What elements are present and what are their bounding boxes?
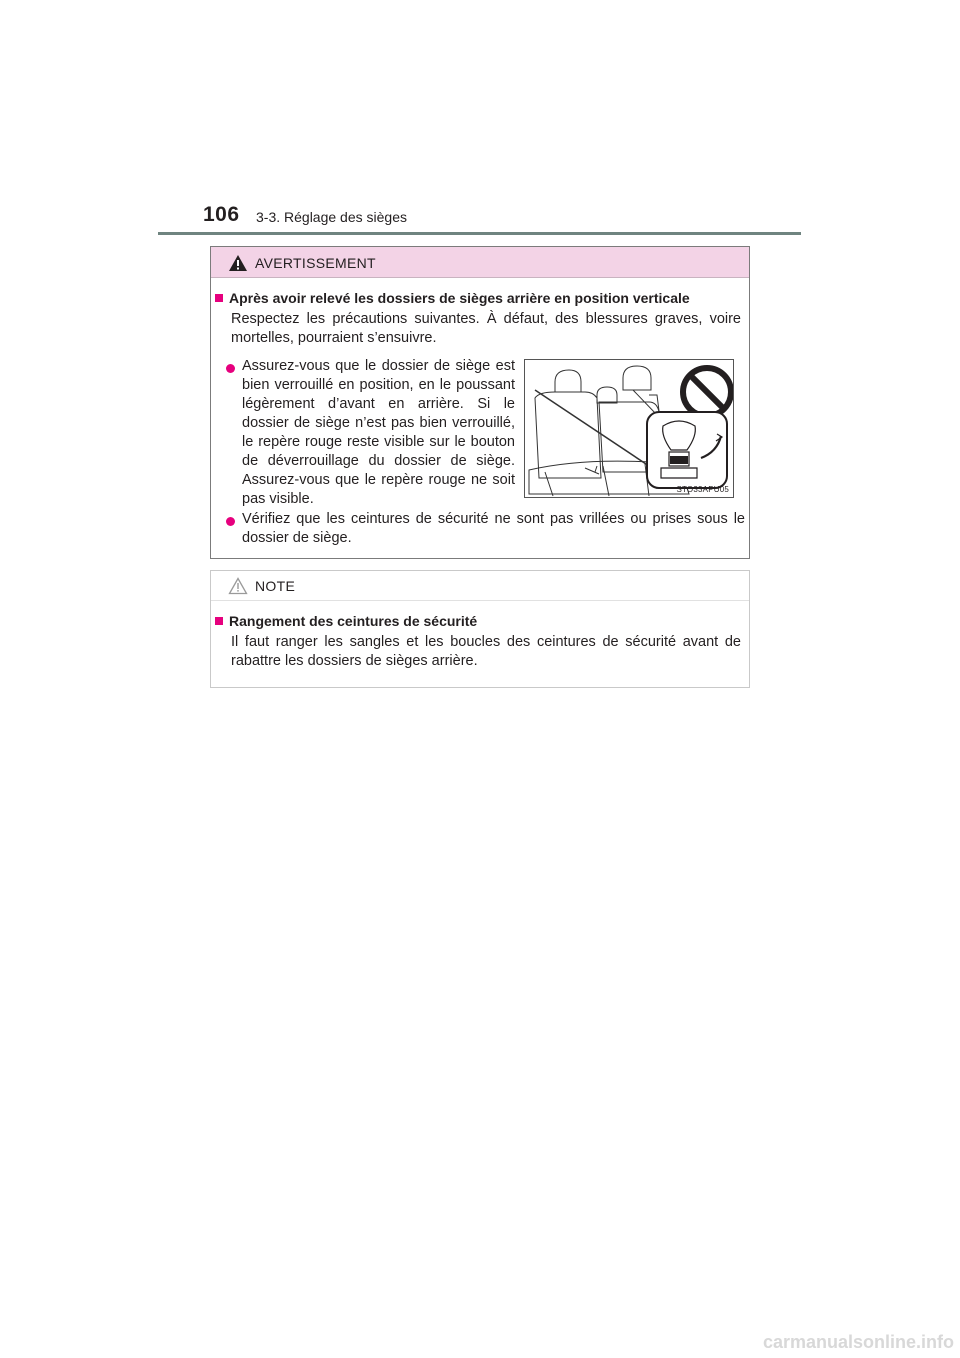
- square-bullet-icon: [215, 617, 223, 625]
- warning-title: AVERTISSEMENT: [255, 255, 376, 271]
- warning-heading-text: Après avoir relevé les dossiers de sièges arrière en position verticale: [229, 290, 690, 306]
- square-bullet-icon: [215, 294, 223, 302]
- warning-header: [211, 247, 749, 278]
- warning-triangle-icon: [228, 254, 248, 272]
- caution-triangle-icon: [228, 577, 248, 595]
- warning-box: [210, 246, 750, 559]
- section-title: 3-3. Réglage des sièges: [256, 209, 407, 225]
- note-heading: [215, 613, 745, 629]
- warning-intro: Respectez les précautions suivantes. À défaut, des blessures graves, voire mortelles, pourraient s’ensuivre.: [231, 311, 741, 346]
- illustration-code: STO33APU05: [676, 485, 729, 494]
- round-bullet-icon: [226, 517, 235, 526]
- watermark-logo: [676, 1328, 956, 1354]
- warning-bullet-2: Vérifiez que les ceintures de sécurité ne sont pas vrillées ou prises sous le dossier de siège.: [242, 511, 745, 546]
- note-header: [211, 571, 749, 601]
- seat-illustration: [524, 359, 734, 498]
- svg-text:carmanualsonline.info: carmanualsonline.info: [762, 1332, 954, 1352]
- header-divider: [158, 232, 801, 235]
- round-bullet-icon: [226, 364, 235, 373]
- note-body: Il faut ranger les sangles et les boucles des ceintures de sécurité avant de rabattre les dossiers de sièges arrière.: [231, 634, 741, 669]
- page-header: [0, 0, 960, 240]
- note-heading-text: Rangement des ceintures de sécurité: [229, 613, 478, 629]
- note-title: NOTE: [255, 578, 296, 594]
- rear-seat-image: [525, 360, 733, 497]
- page-number: 106: [203, 203, 240, 226]
- warning-heading: [215, 290, 745, 306]
- warning-bullet-1: Assurez-vous que le dossier de siège est bien verrouillé en position, en le poussant légèrement d’avant en arrière. Si le dossier de siège n’est pas bien verrouillé, le repère rouge reste visible sur le bouton de déverrouillage du dossier de siège. Assurez-vous que le repère rouge ne soit pas visible.: [242, 358, 515, 507]
- note-box: [210, 570, 750, 688]
